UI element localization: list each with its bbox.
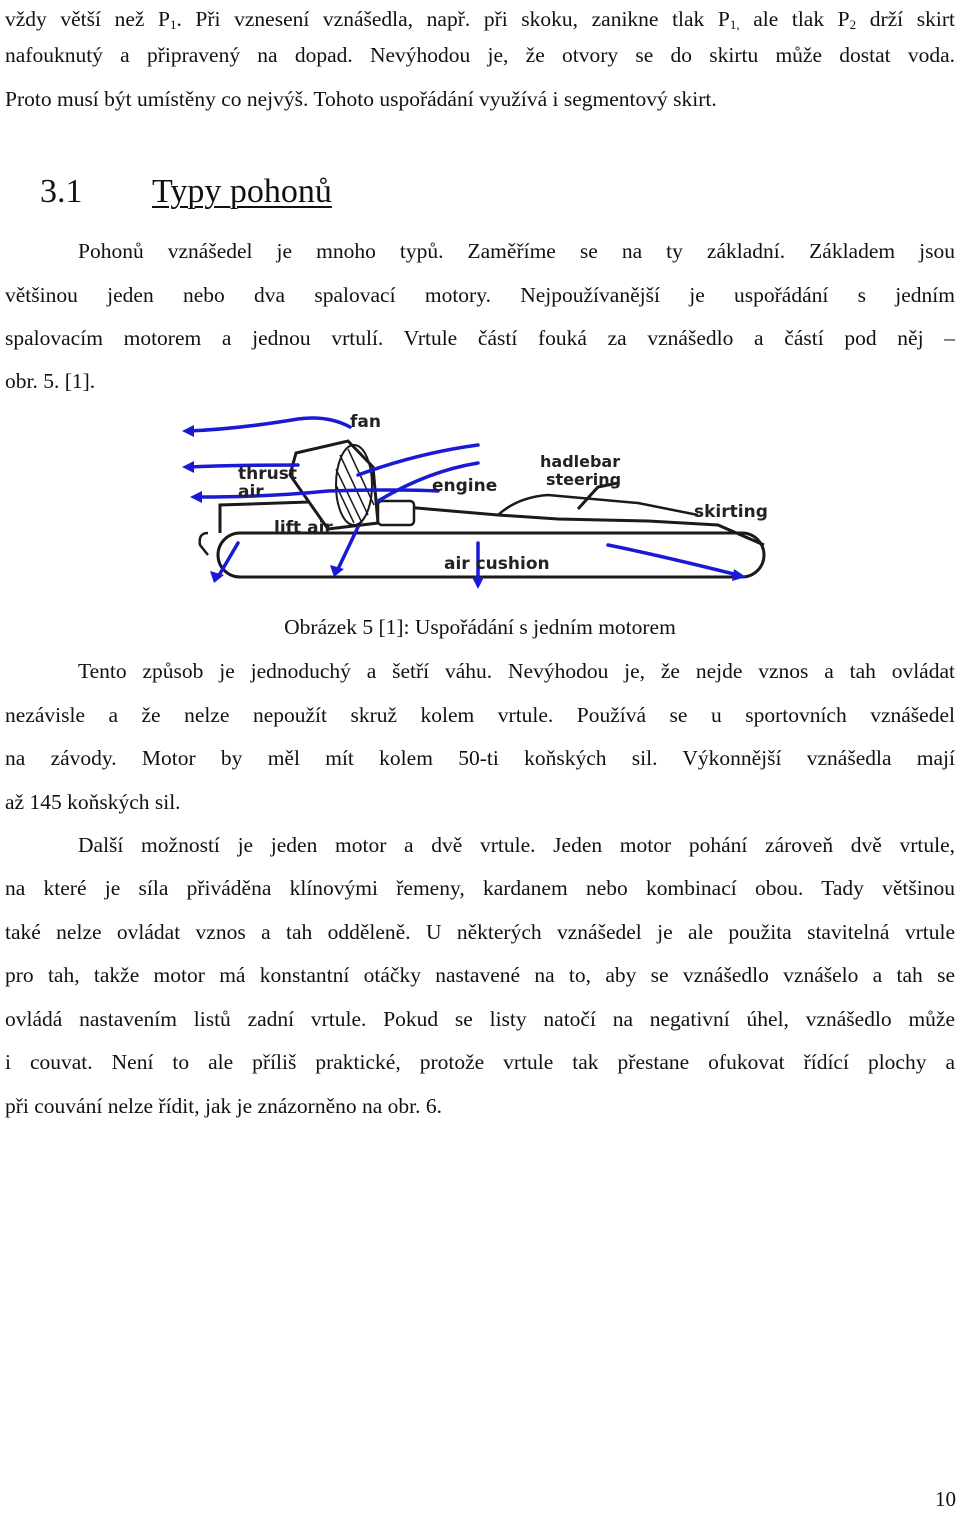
text-line: ovládá nastavením listů zadní vrtule. Pokud se listy natočí na negativní úhel, vznášedlo může	[5, 1007, 955, 1031]
figure-caption: Obrázek 5 [1]: Uspořádání s jedním motorem	[284, 615, 676, 639]
text-line: nezávisle a že nelze nepoužít skruž kolem vrtule. Používá se u sportovních vznášedel	[5, 703, 955, 727]
deck-outline	[498, 495, 698, 515]
text-line: obr. 5. [1].	[5, 369, 96, 393]
section-title: Typy pohonů	[152, 173, 332, 210]
label-fan: fan	[350, 412, 381, 432]
text-line: Proto musí být umístěny co nejvýš. Tohoto uspořádání využívá i segmentový skirt.	[5, 87, 717, 111]
text-line: také nelze ovládat vznos a tah odděleně. U některých vznášedel je ale použita stavitelná vrtule	[5, 920, 955, 944]
text-line: nafouknutý a připravený na dopad. Nevýhodou je, že otvory se do skirtu může dostat voda.	[5, 43, 955, 67]
text-span: drží skirt	[856, 7, 955, 31]
label-steering: steering	[546, 470, 622, 489]
text-line: většinou jeden nebo dva spalovací motory. Nejpoužívanější je uspořádání s jedním	[5, 283, 955, 307]
label-handlebar: hadlebar	[540, 452, 621, 471]
text-span: ale tlak P	[739, 7, 850, 31]
section-number: 3.1	[40, 173, 83, 210]
label-air-cushion: air cushion	[444, 554, 550, 574]
airflow-path	[358, 445, 478, 475]
text-line: i couvat. Není to ale příliš praktické, protože vrtule tak přestane ofukovat řídící plochy a	[5, 1050, 955, 1074]
text-span: vždy větší než P	[5, 7, 170, 31]
arrow-head-icon	[732, 569, 746, 581]
arrow-head-icon	[182, 425, 194, 437]
text-line: pro tah, takže motor má konstantní otáčky nastavené na to, aby se vznášedlo vznášelo a tah se	[5, 963, 955, 987]
subscript: 1,	[729, 17, 740, 32]
text-line: při couvání nelze řídit, jak je znázorněno na obr. 6.	[5, 1094, 443, 1118]
label-engine: engine	[432, 476, 498, 496]
section-heading	[40, 168, 332, 216]
page-number: 10	[935, 1487, 956, 1511]
text-line	[5, 4, 955, 40]
arrow-head-icon	[472, 577, 484, 589]
arrow-head-icon	[330, 565, 344, 577]
label-lift-air: lift air	[274, 518, 333, 538]
hovercraft-diagram	[178, 405, 778, 597]
airflow-path	[188, 418, 350, 431]
text-span: . Při vznesení vznášedla, např. při skoku, zanikne tlak P	[176, 7, 730, 31]
text-line: Pohonů vznášedel je mnoho typů. Zaměříme se na ty základní. Základem jsou	[78, 239, 955, 263]
label-skirting: skirting	[694, 502, 768, 522]
label-air: air	[238, 482, 264, 502]
text-line: Další možností je jeden motor a dvě vrtule. Jeden motor pohání zároveň dvě vrtule,	[78, 833, 955, 857]
subscript: 1	[169, 17, 177, 32]
arrow-head-icon	[182, 461, 194, 473]
text-line: na závody. Motor by měl mít kolem 50-ti koňských sil. Výkonnější vznášedla mají	[5, 746, 955, 770]
text-line: Tento způsob je jednoduchý a šetří váhu. Nevýhodou je, že nejde vznos a tah ovládat	[78, 659, 955, 683]
arrow-head-icon	[190, 491, 202, 503]
subscript: 2	[849, 17, 857, 32]
airflow-path	[608, 545, 738, 575]
text-line: spalovacím motorem a jednou vrtulí. Vrtule částí fouká za vznášedlo a částí pod něj –	[5, 326, 955, 350]
label-thrust: thrust	[238, 464, 297, 484]
skirt-edge	[200, 533, 208, 555]
engine-block	[378, 501, 414, 525]
text-line: až 145 koňských sil.	[5, 790, 181, 814]
text-line: na které je síla přiváděna klínovými řemeny, kardanem nebo kombinací obou. Tady většinou	[5, 876, 955, 900]
